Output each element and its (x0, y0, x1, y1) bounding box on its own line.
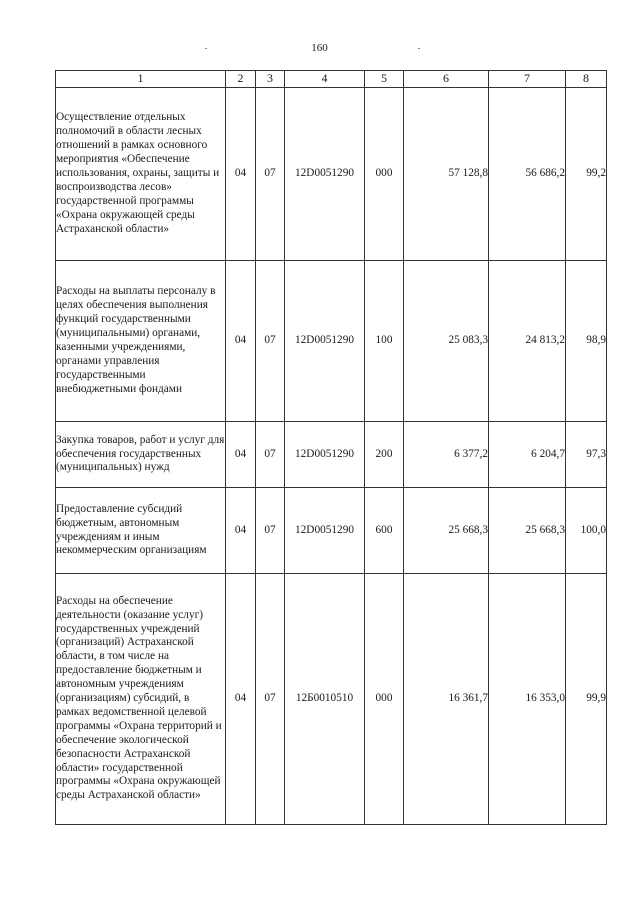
row-description: Осуществление отдельных полномочий в области лесных отношений в рамках основного мероприятия «Обеспечение использования, охраны, защиты и воспроизводства лесов» государственной программы «Охрана окружающей среды Астраханской области» (56, 88, 226, 261)
expense-type-code: 600 (365, 488, 404, 574)
section-code: 04 (226, 261, 256, 422)
scan-mark (205, 48, 207, 49)
execution-percent: 97,3 (566, 422, 607, 488)
column-header: 4 (285, 71, 365, 88)
table-row (56, 261, 607, 422)
column-header: 7 (489, 71, 566, 88)
column-header: 1 (56, 71, 226, 88)
row-description: Предоставление субсидий бюджетным, автономным учреждениям и иным некоммерческим организациям (56, 488, 226, 574)
table-row (56, 574, 607, 825)
row-description: Закупка товаров, работ и услуг для обеспечения государственных (муниципальных) нужд (56, 422, 226, 488)
target-article-code: 12D0051290 (285, 422, 365, 488)
actual-amount: 25 668,3 (489, 488, 566, 574)
execution-percent: 99,9 (566, 574, 607, 825)
execution-percent: 99,2 (566, 88, 607, 261)
planned-amount: 25 668,3 (404, 488, 489, 574)
column-header: 8 (566, 71, 607, 88)
section-code: 04 (226, 88, 256, 261)
section-code: 04 (226, 422, 256, 488)
planned-amount: 6 377,2 (404, 422, 489, 488)
scan-mark (418, 48, 420, 49)
column-header: 5 (365, 71, 404, 88)
target-article-code: 12D0051290 (285, 488, 365, 574)
page-number: 160 (311, 42, 328, 54)
expense-type-code: 200 (365, 422, 404, 488)
expense-type-code: 000 (365, 574, 404, 825)
actual-amount: 6 204,7 (489, 422, 566, 488)
column-header: 3 (256, 71, 285, 88)
subsection-code: 07 (256, 574, 285, 825)
table-header-row (56, 71, 607, 88)
planned-amount: 25 083,3 (404, 261, 489, 422)
planned-amount: 57 128,8 (404, 88, 489, 261)
subsection-code: 07 (256, 88, 285, 261)
subsection-code: 07 (256, 261, 285, 422)
actual-amount: 56 686,2 (489, 88, 566, 261)
table-row (56, 488, 607, 574)
table-row (56, 422, 607, 488)
table-row (56, 88, 607, 261)
row-description: Расходы на обеспечение деятельности (оказание услуг) государственных учреждений (организаций) Астраханской области, в том числе на предоставление бюджетным и автономным учреждениям (организациям) субсидий, в рамках ведомственной целевой программы «Охрана территорий и обеспечение экологической безопасности Астраханской области» государственной программы «Охрана окружающей среды Астраханской области» (56, 574, 226, 825)
target-article-code: 12D0051290 (285, 261, 365, 422)
expense-type-code: 100 (365, 261, 404, 422)
actual-amount: 24 813,2 (489, 261, 566, 422)
expense-type-code: 000 (365, 88, 404, 261)
section-code: 04 (226, 488, 256, 574)
subsection-code: 07 (256, 422, 285, 488)
row-description: Расходы на выплаты персоналу в целях обеспечения выполнения функций государственными (муниципальными) органами, казенными учреждениями, органами управления государственными внебюджетными фондами (56, 261, 226, 422)
target-article-code: 12Б0010510 (285, 574, 365, 825)
column-header: 6 (404, 71, 489, 88)
subsection-code: 07 (256, 488, 285, 574)
execution-percent: 100,0 (566, 488, 607, 574)
column-header: 2 (226, 71, 256, 88)
planned-amount: 16 361,7 (404, 574, 489, 825)
execution-percent: 98,9 (566, 261, 607, 422)
actual-amount: 16 353,0 (489, 574, 566, 825)
target-article-code: 12D0051290 (285, 88, 365, 261)
section-code: 04 (226, 574, 256, 825)
budget-table (55, 70, 607, 825)
